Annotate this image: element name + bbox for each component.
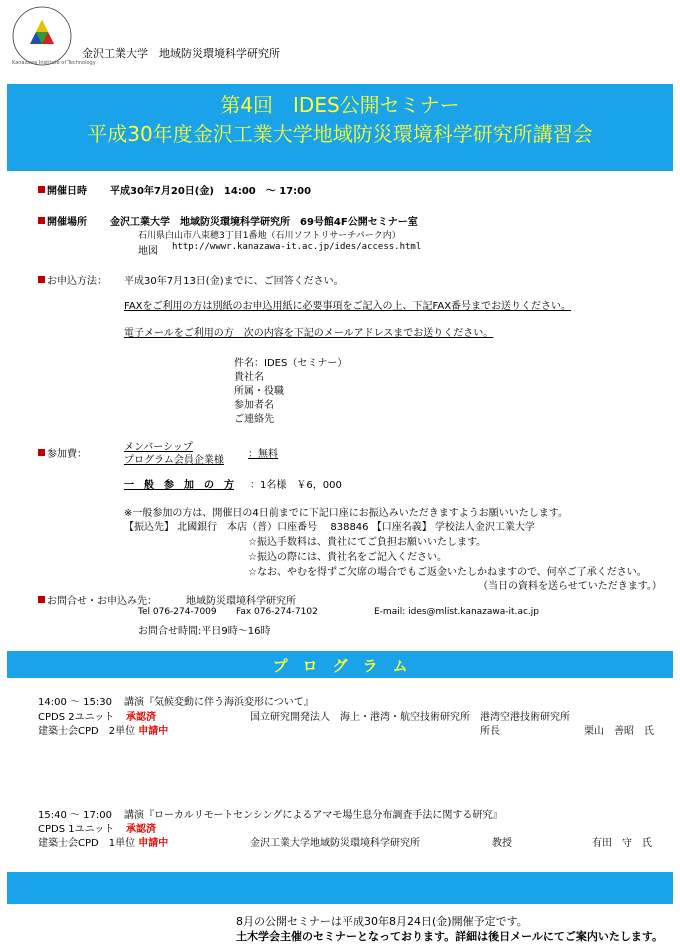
application-email-note: 電子メールをご利用の方 次の内容を下記のメールアドレスまでお送りください。 — [124, 328, 494, 339]
application-item: 件名：IDES（セミナー） — [234, 358, 348, 369]
footer-banner — [7, 872, 673, 904]
contact-tel: Tel 076-274-7009 — [138, 607, 217, 617]
logo — [10, 6, 74, 68]
fee-general-value: ：1名様 ￥6，000 — [250, 480, 342, 491]
logo-text: Kanazawa Institute of Technology — [12, 60, 96, 66]
session-speaker: 有田 守 氏 — [592, 838, 652, 849]
contact-fax: Fax 076-274-7102 — [236, 607, 318, 617]
fee-note: ☆なお、やむを得ずご欠席の場合でもご返金いたしかねますので、何卒ご了承ください。 — [248, 567, 647, 578]
session-time: 15:40 ～ 17:00 — [38, 810, 112, 821]
fee-label: 参加費： — [38, 445, 87, 460]
contact-email[interactable]: E-mail: ides@mlist.kanazawa-it.ac.jp — [374, 607, 539, 617]
title-line2: 平成30年度金沢工業大学地域防災環境科学研究所講習会 — [87, 122, 593, 146]
date-value: 平成30年7月20日(金) 14:00 ～ 17:00 — [110, 186, 312, 197]
session-speaker: 栗山 善昭 氏 — [584, 726, 654, 737]
date-label: 開催日時 — [38, 182, 87, 197]
session-cpds: CPDS 2ユニット — [38, 712, 115, 723]
session-cpd: 建築士会CPD 2単位 申請中 — [38, 726, 169, 737]
session-cpds: CPDS 1ユニット — [38, 824, 115, 835]
session-title: 講演『気候変動に伴う海浜変形について』 — [124, 697, 314, 708]
fee-general-label: 一 般 参 加 の 方 — [124, 480, 234, 491]
fee-member-line2: プログラム会員企業様 — [124, 455, 224, 466]
session-position: 所長 — [480, 726, 500, 737]
session-cpds-status: 承認済 — [126, 824, 156, 835]
fee-member-line1: メンバーシップ — [124, 442, 193, 453]
footer-line2: 土木学会主催のセミナーとなっております。詳細は後日メールにてご案内いたします。 — [236, 930, 664, 943]
venue-value: 金沢工業大学 地域防災環境科学研究所 69号館4F公開セミナー室 — [110, 217, 418, 228]
title-line1: 第4回 IDES公開セミナー — [220, 93, 460, 117]
logo-emblem-icon — [10, 6, 74, 68]
session-title: 講演『ローカルリモートセンシングによるアマモ場生息分布調査手法に関する研究』 — [124, 810, 503, 821]
fee-member-value: ：無料 — [248, 449, 278, 460]
session-affiliation: 国立研究開発法人 海上・港湾・航空技術研究所 港湾空港技術研究所 — [250, 712, 570, 723]
venue-map-link[interactable]: http://wwwr.kanazawa-it.ac.jp/ides/access.html — [172, 242, 422, 252]
bullet-icon — [38, 449, 45, 456]
session-position: 教授 — [492, 838, 512, 849]
program-heading: プ ロ グ ラ ム — [272, 657, 408, 675]
fee-note: ☆振込の際には、貴社名をご記入ください。 — [248, 552, 447, 563]
fee-note: ☆振込手数料は、貴社にてご負担お願いいたします。 — [248, 537, 487, 548]
bullet-icon — [38, 276, 45, 283]
session-time: 14:00 ～ 15:30 — [38, 697, 112, 708]
application-label: お申込方法： — [38, 272, 107, 287]
application-fax-note: FAXをご利用の方は別紙のお申込用紙に必要事項をご記入の上、下記FAX番号までお送りください。 — [124, 301, 572, 312]
fee-note: ※一般参加の方は、開催日の4日前までに下記口座にお振込みいただきますようお願いいたします。 — [124, 508, 568, 519]
venue-map-label: 地図 — [138, 246, 158, 257]
application-item: 参加者名 — [234, 400, 274, 411]
application-deadline: 平成30年7月13日(金)までに、ご回答ください。 — [124, 276, 344, 287]
session-cpds-status: 承認済 — [126, 712, 156, 723]
fee-note: 【振込先】 北國銀行 本店（普）口座番号 838846 【口座名義】 学校法人金沢工業大学 — [124, 522, 535, 533]
session-cpd-status: 申請中 — [138, 726, 169, 737]
venue-label: 開催場所 — [38, 213, 87, 228]
contact-hours: お問合せ時間:平日9時～16時 — [138, 626, 271, 637]
bullet-icon — [38, 217, 45, 224]
session-cpd: 建築士会CPD 1単位 申請中 — [38, 838, 169, 849]
application-item: ご連絡先 — [234, 414, 274, 425]
session-cpd-status: 申請中 — [138, 838, 169, 849]
bullet-icon — [38, 596, 45, 603]
application-item: 所属・役職 — [234, 386, 284, 397]
fee-note: （当日の資料を送らせていただきます。） — [478, 581, 662, 592]
session-affiliation: 金沢工業大学地域防災環境科学研究所 — [250, 838, 420, 849]
venue-address: 石川県白山市八束穂3丁目1番地（石川ソフトリサーチパーク内） — [138, 231, 401, 241]
contact-label: お問合せ・お申込み先： — [38, 592, 157, 607]
bullet-icon — [38, 186, 45, 193]
application-item: 貴社名 — [234, 372, 264, 383]
contact-org: 地域防災環境科学研究所 — [186, 596, 296, 607]
footer-line1: 8月の公開セミナーは平成30年8月24日(金)開催予定です。 — [236, 915, 528, 928]
header-org: 金沢工業大学 地域防災環境科学研究所 — [82, 47, 280, 60]
